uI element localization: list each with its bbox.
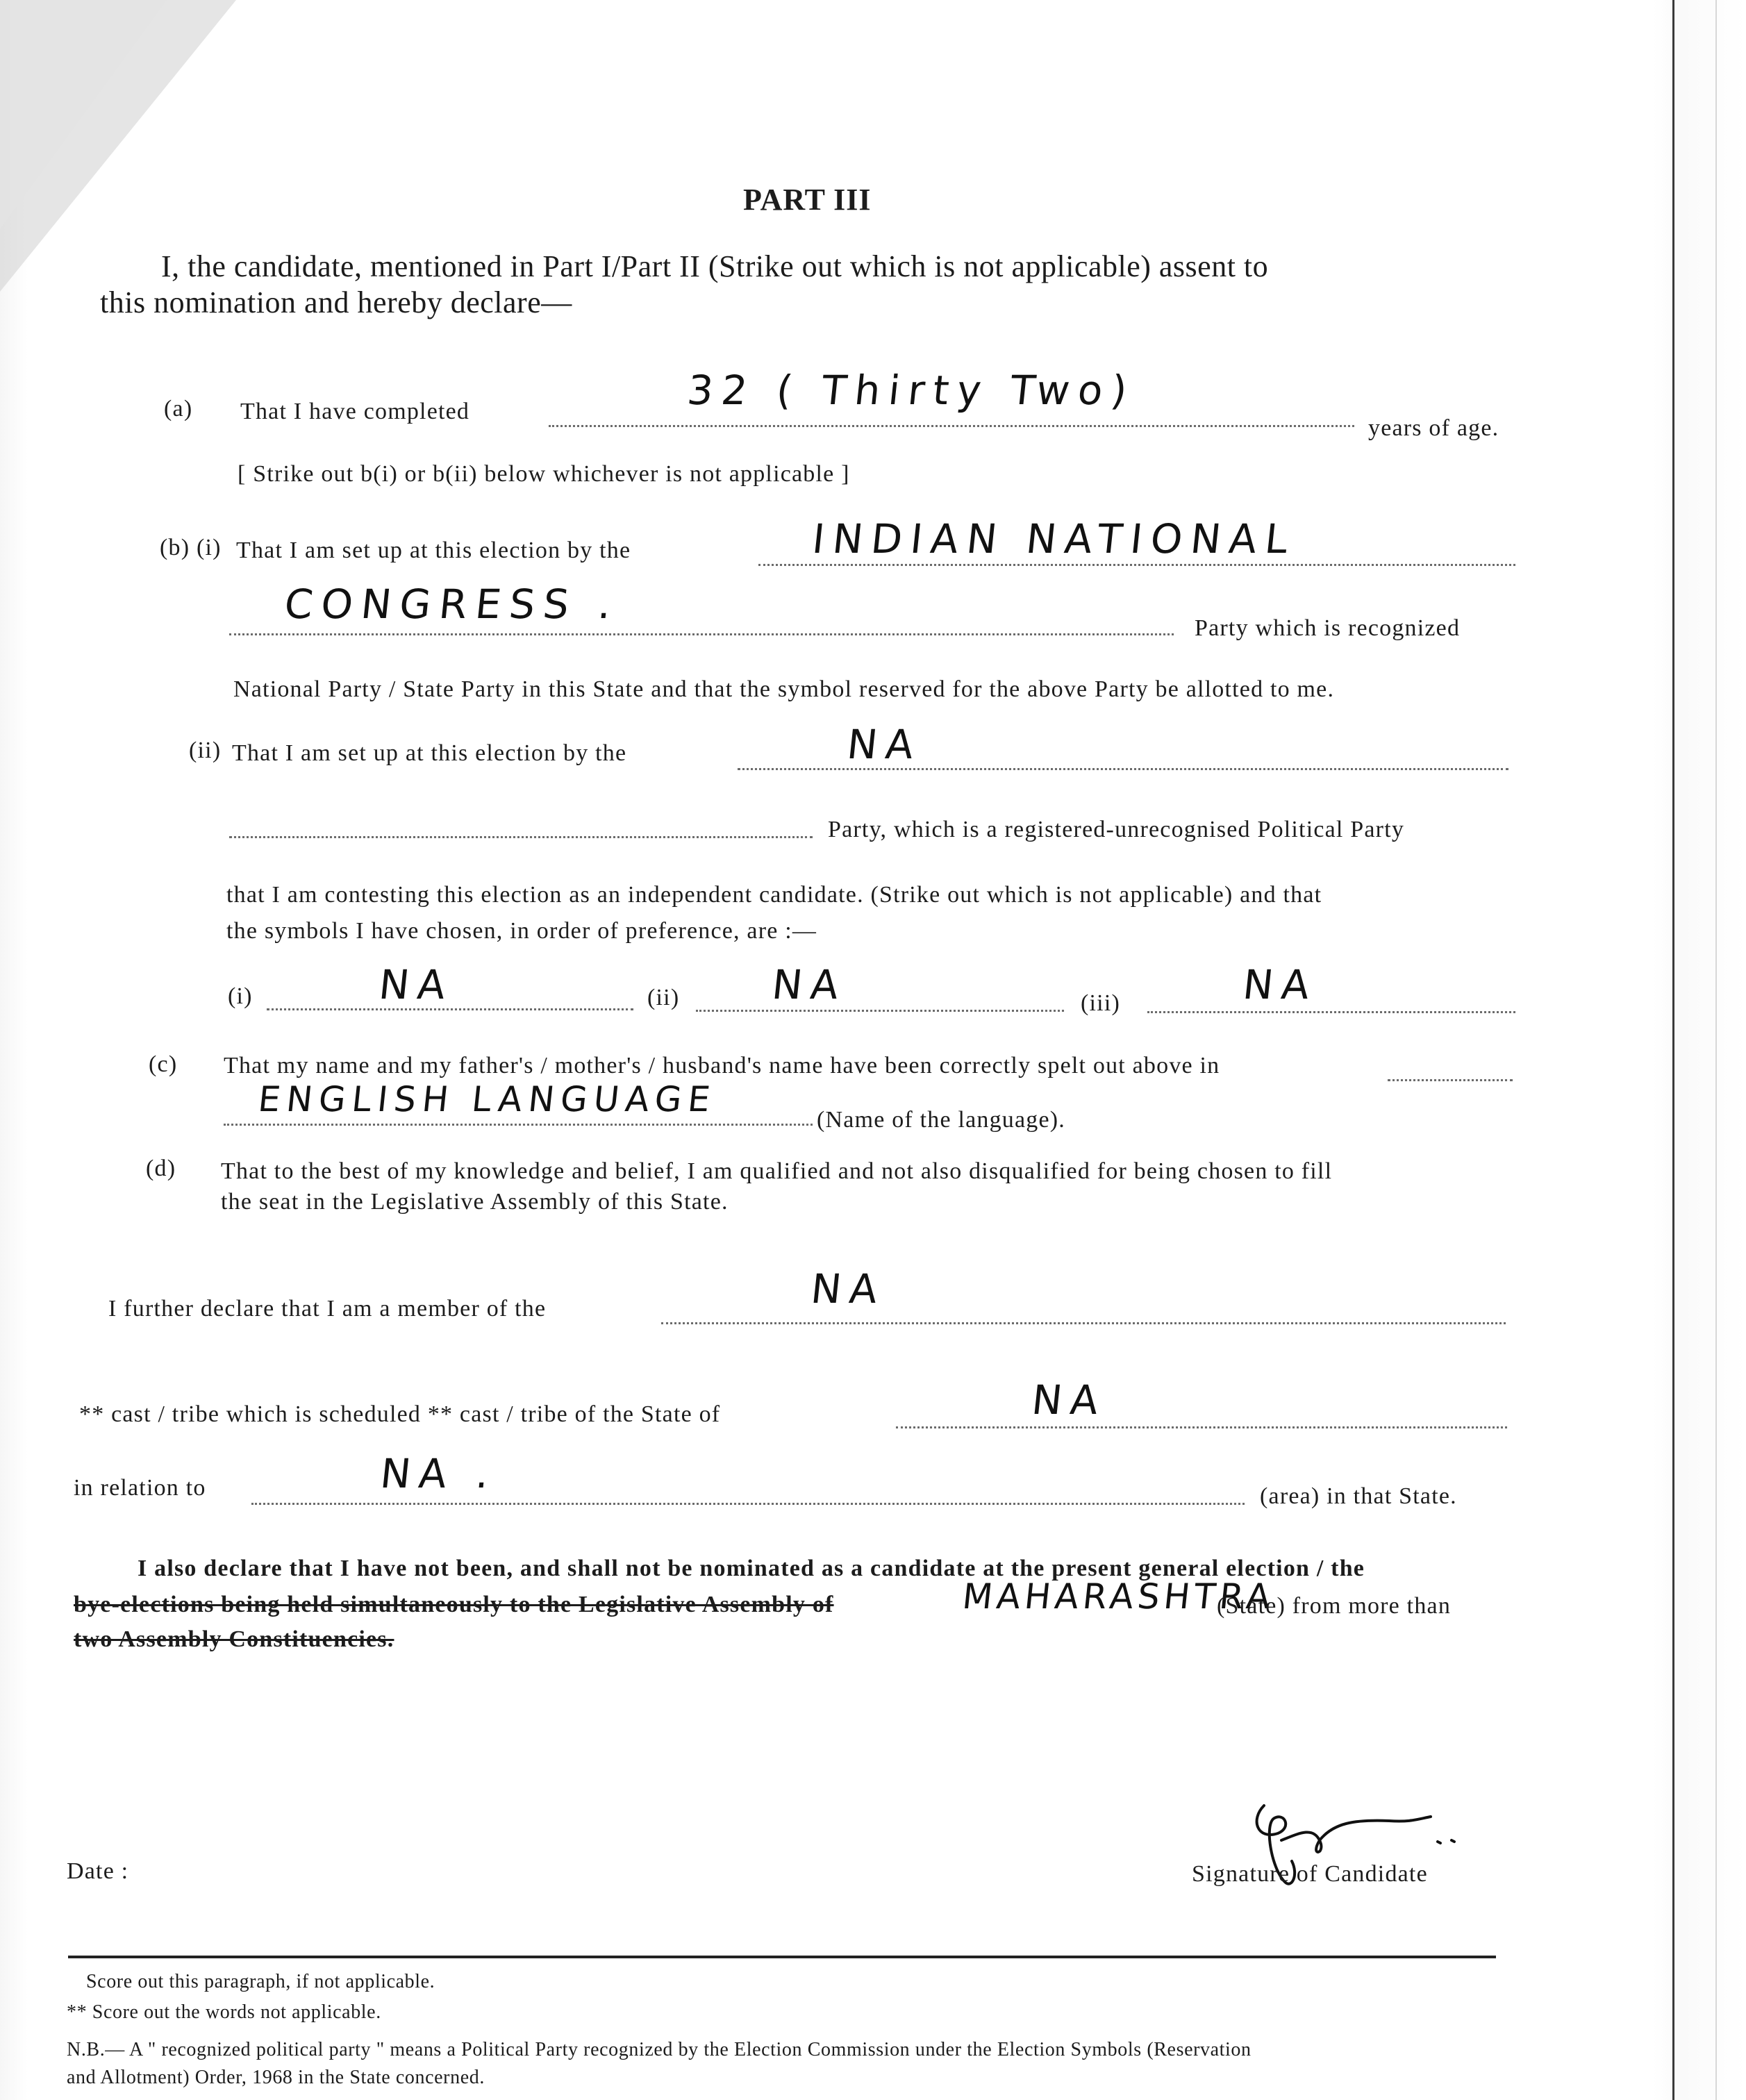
page-title: PART III — [743, 183, 872, 217]
strike-note: [ Strike out b(i) or b(ii) below whichever is not applicable ] — [238, 461, 850, 487]
clause-b-i-marker: (b) (i) — [160, 535, 222, 560]
clause-b-ii-line-3: that I am contesting this election as an independent candidate. (Strike out which is not applicable) and that — [226, 882, 1322, 908]
symbol-3-marker: (iii) — [1081, 990, 1120, 1016]
clause-b-ii-line-4: the symbols I have chosen, in order of preference, are :— — [226, 918, 817, 944]
language-field-line-1 — [1388, 1079, 1513, 1081]
state-value: MAHARASHTRA — [960, 1576, 1277, 1617]
page-fold — [0, 0, 167, 229]
relation-field-line — [251, 1503, 1245, 1505]
clause-d-line-2: the seat in the Legislative Assembly of this State. — [221, 1189, 729, 1215]
symbol-2-value: NA — [770, 961, 849, 1008]
language-field-line-2 — [224, 1124, 813, 1126]
symbol-3-field-line — [1147, 1011, 1515, 1013]
clause-b-ii-marker: (ii) — [189, 738, 222, 763]
also-line-2-suffix: (State) from more than — [1217, 1593, 1452, 1619]
caste-prefix: ** cast / tribe which is scheduled ** cast / tribe of the State of — [79, 1401, 721, 1427]
caste-value: NA — [1029, 1376, 1109, 1424]
relation-suffix: (area) in that State. — [1260, 1483, 1457, 1509]
party-field-line-1 — [758, 564, 1515, 566]
symbol-3-value: NA — [1240, 961, 1320, 1008]
unrecognised-party-value: NA — [845, 721, 924, 768]
clause-c-text: That my name and my father's / mother's / husband's name have been correctly spelt out above in — [224, 1053, 1220, 1078]
signature-label: Signature of Candidate — [1192, 1861, 1428, 1887]
language-value: ENGLISH LANGUAGE — [256, 1079, 719, 1119]
clause-b-i-prefix: That I am set up at this election by the — [236, 538, 631, 563]
date-label: Date : — [67, 1858, 129, 1884]
unrecognised-party-field-line-1 — [738, 768, 1508, 770]
also-line-3: two Assembly Constituencies. — [74, 1626, 394, 1652]
clause-d-marker: (d) — [146, 1156, 176, 1181]
also-line-2-prefix-text: bye-elections being held simultaneously to the Legislative Assembly of — [74, 1592, 834, 1617]
clause-a-suffix: years of age. — [1368, 415, 1499, 441]
footnote-divider — [68, 1956, 1496, 1958]
clause-c-suffix: (Name of the language). — [817, 1107, 1066, 1133]
relation-prefix: in relation to — [74, 1475, 206, 1501]
symbol-2-field-line — [696, 1010, 1064, 1012]
party-field-line-2 — [229, 633, 1174, 635]
clause-b-ii-prefix: That I am set up at this election by the — [232, 740, 627, 766]
also-line-2-prefix — [74, 1592, 834, 1618]
clause-d-line-1: That to the best of my knowledge and belief, I am qualified and not also disqualified for being chosen to fill — [221, 1158, 1333, 1184]
footnote-4: and Allotment) Order, 1968 in the State concerned. — [67, 2067, 485, 2088]
unrecognised-party-field-line-2 — [229, 836, 813, 838]
age-value: 32 ( Thirty Two) — [685, 367, 1138, 414]
clause-a-prefix: That I have completed — [240, 399, 470, 424]
page-edge-line — [1672, 0, 1674, 2100]
footnote-1: Score out this paragraph, if not applicable. — [86, 1971, 435, 1992]
clause-b-ii-suffix: Party, which is a registered-unrecognised Political Party — [828, 817, 1405, 842]
clause-b-i-line-3: National Party / State Party in this State and that the symbol reserved for the above Party be allotted to me. — [233, 676, 1335, 702]
clause-b-i-suffix: Party which is recognized — [1195, 615, 1461, 641]
also-line-1: I also declare that I have not been, and shall not be nominated as a candidate at the present general election / the — [138, 1556, 1365, 1581]
clause-c-marker: (c) — [149, 1051, 178, 1077]
clause-a-marker: (a) — [164, 396, 193, 422]
intro-line-1: I, the candidate, mentioned in Part I/Part II (Strike out which is not applicable) assent to — [161, 249, 1269, 283]
symbol-1-field-line — [267, 1008, 633, 1010]
intro-line-2: this nomination and hereby declare— — [100, 285, 572, 319]
caste-field-line — [896, 1426, 1507, 1428]
symbol-2-marker: (ii) — [647, 985, 680, 1010]
member-field-line — [661, 1322, 1506, 1324]
party-value-line-2: CONGRESS . — [282, 581, 622, 628]
page-edge-line-2 — [1715, 0, 1717, 2100]
symbol-1-marker: (i) — [228, 983, 253, 1009]
member-prefix: I further declare that I am a member of the — [108, 1296, 547, 1322]
footnote-3: N.B.— A " recognized political party " means a Political Party recognized by the Election Commission under the Election Symbols (Reservation — [67, 2039, 1252, 2060]
party-value-line-1: INDIAN NATIONAL — [810, 515, 1299, 562]
relation-value: NA . — [378, 1450, 500, 1497]
symbol-1-value: NA — [376, 961, 456, 1008]
member-value: NA — [808, 1265, 888, 1312]
age-field-line — [549, 425, 1354, 427]
footnote-2: ** Score out the words not applicable. — [67, 2001, 381, 2023]
